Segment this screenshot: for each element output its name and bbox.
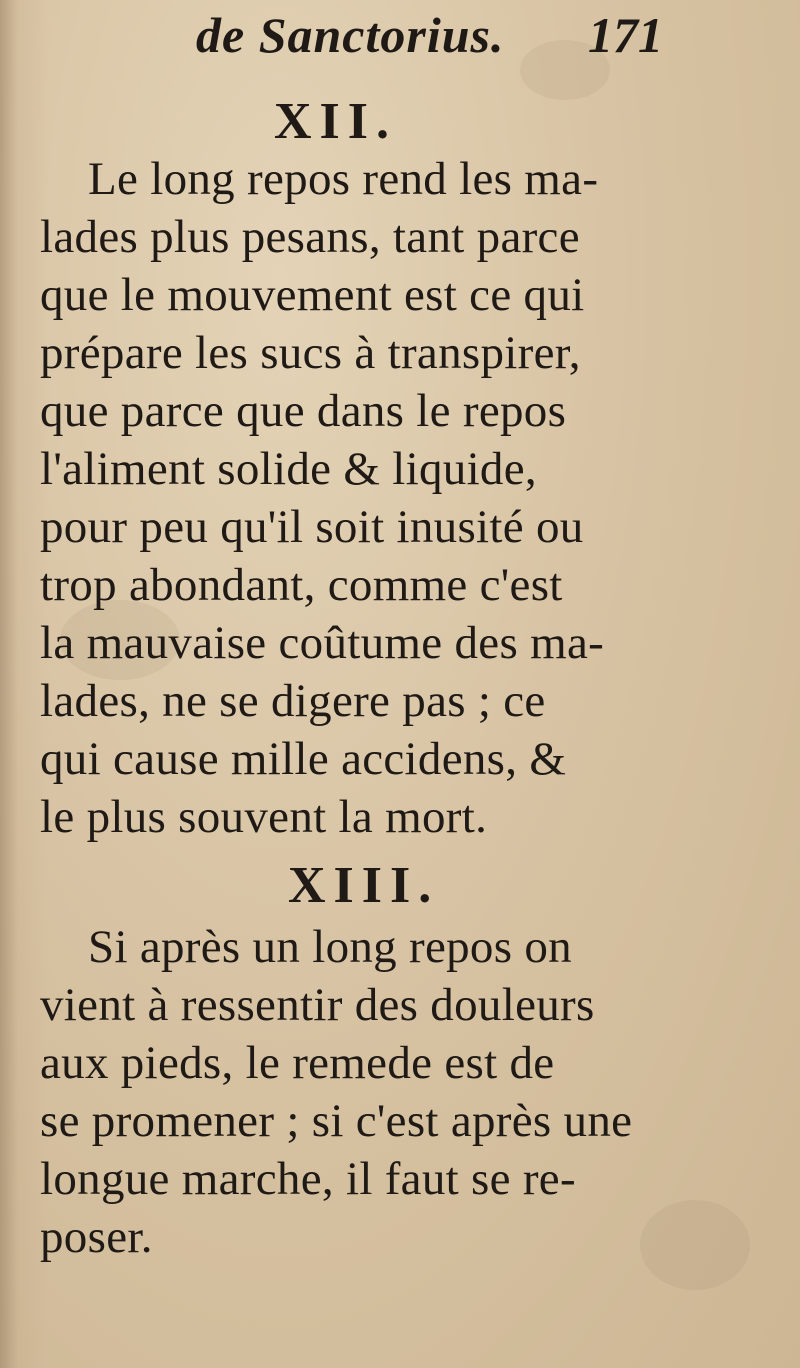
text-line: pour peu qu'il soit inusité ou: [40, 501, 584, 553]
section-text: [40, 150, 720, 846]
text-line: vient à ressentir des douleurs: [40, 979, 595, 1031]
text-line: Le long repos rend les ma-: [88, 153, 599, 205]
text-line: que parce que dans le repos: [40, 385, 567, 437]
text-line: prépare les sucs à transpirer,: [40, 327, 581, 379]
text-line: lades plus pesans, tant parce: [40, 211, 580, 263]
text-line: qui cause mille accidens, &: [40, 733, 567, 785]
text-line: trop abondant, comme c'est: [40, 559, 563, 611]
text-line: l'aliment solide & liquide,: [40, 443, 537, 495]
section-text: [40, 918, 720, 1266]
page-number: 171: [588, 7, 663, 63]
text-line: longue marche, il faut se re-: [40, 1153, 576, 1205]
text-line: poser.: [40, 1211, 153, 1263]
text-line: le plus souvent la mort.: [40, 791, 488, 843]
text-line: la mauvaise coûtume des ma-: [40, 617, 605, 669]
running-head: de Sanctorius.: [196, 7, 505, 63]
text-line: Si après un long repos on: [88, 921, 572, 973]
text-line: lades, ne se digere pas ; ce: [40, 675, 546, 727]
section-number: XIII.: [288, 857, 440, 914]
text-line: aux pieds, le remede est de: [40, 1037, 555, 1089]
section-number: XII.: [274, 93, 398, 150]
text-line: se promener ; si c'est après une: [40, 1095, 633, 1147]
text-line: que le mouvement est ce qui: [40, 269, 585, 321]
